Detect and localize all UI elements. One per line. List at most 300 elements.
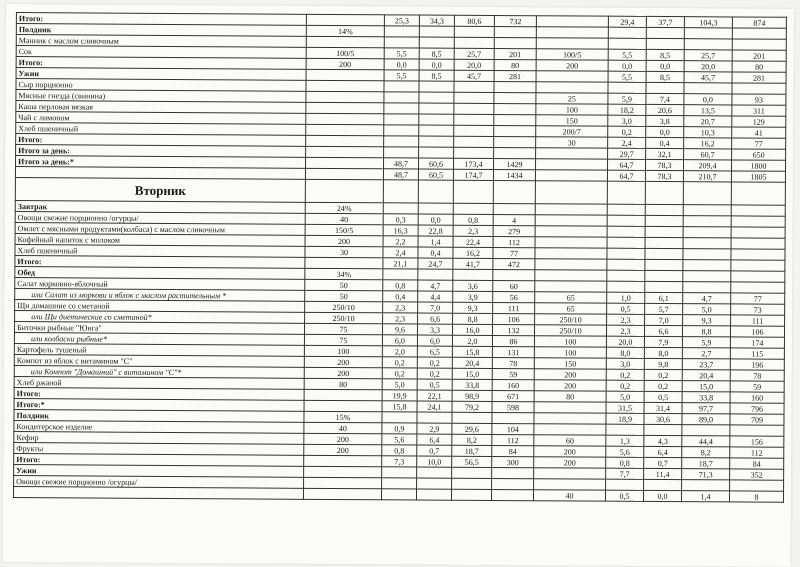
- value-cell: [607, 204, 645, 215]
- value-cell: 0,4: [646, 137, 684, 148]
- value-cell: [383, 180, 418, 203]
- value-cell: [732, 39, 786, 50]
- dish-name-cell: Полдник: [16, 24, 306, 37]
- value-cell: [384, 37, 419, 48]
- value-cell: 20,4: [452, 357, 492, 368]
- value-cell: [731, 238, 785, 249]
- value-cell: 112: [492, 434, 534, 445]
- value-cell: 150: [534, 358, 606, 369]
- value-cell: [493, 203, 535, 214]
- value-cell: 5,6: [382, 434, 417, 445]
- value-cell: 150: [536, 115, 608, 126]
- value-cell: [684, 28, 732, 39]
- value-cell: 65: [535, 303, 607, 314]
- value-cell: 3,6: [453, 280, 493, 291]
- value-cell: [535, 259, 607, 270]
- value-cell: 6,0: [417, 335, 452, 346]
- value-cell: 0,2: [382, 368, 417, 379]
- value-cell: 20,0: [684, 61, 732, 72]
- value-cell: [535, 226, 607, 237]
- value-cell: 201: [732, 50, 786, 61]
- value-cell: 6,1: [645, 292, 683, 303]
- value-cell: 174: [730, 337, 784, 348]
- value-cell: 34%: [305, 268, 383, 279]
- value-cell: 129: [732, 116, 786, 127]
- value-cell: 200: [304, 356, 382, 367]
- value-cell: [494, 136, 536, 147]
- value-cell: 22,8: [418, 225, 453, 236]
- value-cell: [416, 489, 451, 500]
- value-cell: 0,9: [382, 423, 417, 434]
- value-cell: 112: [493, 236, 535, 247]
- value-cell: 4: [493, 214, 535, 225]
- value-cell: 18,2: [608, 104, 646, 115]
- value-cell: 6,4: [644, 446, 682, 457]
- value-cell: 2,3: [383, 302, 418, 313]
- value-cell: [731, 260, 785, 271]
- value-cell: [418, 269, 453, 280]
- value-cell: [453, 203, 493, 214]
- value-cell: [418, 203, 453, 214]
- dish-name-cell: Хлеб пшеничный: [16, 123, 306, 136]
- dish-name-cell: Итого:: [14, 454, 304, 467]
- value-cell: [494, 114, 536, 125]
- value-cell: 8,8: [682, 326, 730, 337]
- value-cell: [682, 425, 730, 436]
- dish-name-cell: Салат морковно-яблочный: [15, 278, 305, 291]
- dish-name-cell: Полдник: [14, 410, 304, 423]
- value-cell: 279: [493, 225, 535, 236]
- value-cell: 97,7: [682, 403, 730, 414]
- value-cell: 0,4: [418, 247, 453, 258]
- dish-name-cell: Овощи свежие порционно /огурцы/: [15, 212, 305, 225]
- dish-name-cell: Биточки рыбные "Юнга": [14, 322, 304, 335]
- dish-name-cell: Картофель тушеный: [14, 344, 304, 357]
- value-cell: 13,5: [684, 105, 732, 116]
- value-cell: 24,7: [418, 258, 453, 269]
- value-cell: 5,6: [606, 446, 644, 457]
- value-cell: 64,7: [607, 170, 645, 181]
- value-cell: [607, 215, 645, 226]
- value-cell: 20,6: [646, 104, 684, 115]
- value-cell: [535, 281, 607, 292]
- value-cell: 86: [492, 335, 534, 346]
- value-cell: 2,0: [382, 346, 417, 357]
- value-cell: [454, 125, 494, 136]
- value-cell: 8,5: [419, 70, 454, 81]
- value-cell: [683, 227, 731, 238]
- value-cell: 250/10: [305, 312, 383, 323]
- value-cell: 50: [305, 290, 383, 301]
- value-cell: [536, 82, 608, 93]
- value-cell: 300: [492, 456, 534, 467]
- value-cell: 59: [730, 381, 784, 392]
- dish-name-cell: Фрукты: [14, 443, 304, 456]
- value-cell: [384, 103, 419, 114]
- dish-name-cell: Сок: [16, 46, 306, 59]
- value-cell: [535, 159, 607, 170]
- value-cell: [305, 168, 383, 179]
- value-cell: 15,8: [382, 401, 417, 412]
- value-cell: 2,3: [453, 225, 493, 236]
- value-cell: [645, 259, 683, 270]
- value-cell: 25,7: [454, 48, 494, 59]
- value-cell: 0,5: [605, 490, 643, 501]
- value-cell: [384, 125, 419, 136]
- value-cell: 0,0: [646, 126, 684, 137]
- value-cell: 18,9: [606, 413, 644, 424]
- value-cell: [306, 102, 384, 113]
- value-cell: 201: [494, 48, 536, 59]
- value-cell: 100: [534, 336, 606, 347]
- value-cell: [608, 27, 646, 38]
- value-cell: 30: [536, 137, 608, 148]
- dish-name-cell: Мясные гнезда (свинина): [16, 90, 306, 103]
- value-cell: 196: [730, 359, 784, 370]
- value-cell: 29,6: [452, 423, 492, 434]
- value-cell: [304, 466, 382, 477]
- value-cell: [535, 204, 607, 215]
- value-cell: 709: [730, 414, 784, 425]
- value-cell: 160: [730, 392, 784, 403]
- value-cell: [453, 269, 493, 280]
- value-cell: [646, 82, 684, 93]
- value-cell: 15,0: [452, 368, 492, 379]
- dish-name-cell: Овощи свежие порционно /огурцы/: [14, 476, 304, 489]
- value-cell: 8: [729, 491, 783, 502]
- value-cell: 1,3: [606, 435, 644, 446]
- value-cell: 0,5: [644, 391, 682, 402]
- value-cell: [454, 81, 494, 92]
- value-cell: [493, 269, 535, 280]
- value-cell: [645, 204, 683, 215]
- value-cell: [535, 170, 607, 181]
- value-cell: 112: [730, 447, 784, 458]
- value-cell: 29,7: [608, 148, 646, 159]
- value-cell: 78: [492, 357, 534, 368]
- value-cell: 3,9: [453, 291, 493, 302]
- value-cell: 18,7: [452, 445, 492, 456]
- value-cell: 250/10: [535, 314, 607, 325]
- value-cell: 77: [731, 293, 785, 304]
- value-cell: [683, 271, 731, 282]
- value-cell: 18,7: [682, 458, 730, 469]
- value-cell: 44,4: [682, 436, 730, 447]
- value-cell: [534, 468, 606, 479]
- value-cell: [683, 260, 731, 271]
- value-cell: 41: [732, 127, 786, 138]
- value-cell: 5,0: [382, 379, 417, 390]
- dish-name-cell: Сыр порционно: [16, 79, 306, 92]
- value-cell: 100: [536, 104, 608, 115]
- value-cell: 250/10: [534, 325, 606, 336]
- value-cell: 0,5: [417, 379, 452, 390]
- value-cell: [645, 248, 683, 259]
- value-cell: [306, 14, 384, 25]
- value-cell: [536, 148, 608, 159]
- value-cell: 5,0: [683, 304, 731, 315]
- value-cell: 3,0: [608, 115, 646, 126]
- value-cell: 48,7: [383, 169, 418, 180]
- value-cell: 30: [305, 246, 383, 257]
- value-cell: 0,0: [419, 59, 454, 70]
- value-cell: [454, 136, 494, 147]
- value-cell: [418, 180, 453, 203]
- value-cell: [419, 92, 454, 103]
- value-cell: 0,0: [608, 60, 646, 71]
- value-cell: 0,0: [384, 59, 419, 70]
- value-cell: [536, 16, 608, 27]
- value-cell: [417, 412, 452, 423]
- value-cell: 78: [730, 370, 784, 381]
- dish-name-cell: Итого:*: [14, 399, 304, 412]
- dish-name-cell: Кефир: [14, 432, 304, 445]
- value-cell: 174,7: [453, 169, 493, 180]
- value-cell: 4,3: [644, 435, 682, 446]
- value-cell: 48,7: [384, 158, 419, 169]
- value-cell: [384, 147, 419, 158]
- dish-name-cell: Каша перловая вязкая: [16, 101, 306, 114]
- value-cell: [419, 114, 454, 125]
- value-cell: [383, 269, 418, 280]
- value-cell: [536, 38, 608, 49]
- value-cell: [452, 467, 492, 478]
- value-cell: 45,7: [454, 70, 494, 81]
- value-cell: 8,8: [453, 313, 493, 324]
- value-cell: 40: [305, 213, 383, 224]
- value-cell: [645, 237, 683, 248]
- value-cell: [730, 480, 784, 491]
- value-cell: 132: [492, 324, 534, 335]
- value-cell: 10,0: [417, 456, 452, 467]
- value-cell: 6,0: [382, 335, 417, 346]
- value-cell: 16,2: [453, 247, 493, 258]
- value-cell: [682, 480, 730, 491]
- value-cell: [535, 181, 607, 204]
- value-cell: 4,7: [418, 280, 453, 291]
- value-cell: [419, 125, 454, 136]
- value-cell: 200: [304, 433, 382, 444]
- value-cell: 115: [730, 348, 784, 359]
- value-cell: [417, 478, 452, 489]
- value-cell: [607, 237, 645, 248]
- value-cell: 80: [304, 378, 382, 389]
- value-cell: [384, 26, 419, 37]
- value-cell: [645, 215, 683, 226]
- value-cell: 1429: [493, 158, 535, 169]
- value-cell: 25: [536, 93, 608, 104]
- value-cell: [384, 114, 419, 125]
- value-cell: 8,0: [644, 347, 682, 358]
- value-cell: [382, 467, 417, 478]
- value-cell: 3,3: [417, 324, 452, 335]
- value-cell: [646, 27, 684, 38]
- value-cell: [384, 136, 419, 147]
- value-cell: [493, 180, 535, 203]
- value-cell: 65: [535, 292, 607, 303]
- value-cell: 31,4: [644, 402, 682, 413]
- value-cell: 1434: [493, 169, 535, 180]
- value-cell: 32,1: [646, 148, 684, 159]
- value-cell: 0,0: [643, 490, 681, 501]
- value-cell: [607, 226, 645, 237]
- value-cell: 98,9: [452, 390, 492, 401]
- value-cell: 311: [732, 105, 786, 116]
- value-cell: 3,0: [606, 358, 644, 369]
- value-cell: 29,4: [608, 16, 646, 27]
- value-cell: [731, 282, 785, 293]
- value-cell: [683, 282, 731, 293]
- value-cell: 5,5: [384, 70, 419, 81]
- value-cell: [683, 249, 731, 260]
- value-cell: [536, 27, 608, 38]
- value-cell: 0,5: [607, 303, 645, 314]
- dish-name-cell: или колбаски рыбные*: [14, 333, 304, 346]
- value-cell: [534, 413, 606, 424]
- value-cell: 0,2: [417, 368, 452, 379]
- value-cell: 200: [534, 446, 606, 457]
- value-cell: 0,3: [383, 214, 418, 225]
- document-page: [3, 4, 794, 567]
- value-cell: 200: [534, 457, 606, 468]
- value-cell: 200: [305, 235, 383, 246]
- value-cell: 4,4: [418, 291, 453, 302]
- value-cell: [645, 181, 683, 204]
- value-cell: 75: [304, 323, 382, 334]
- value-cell: 25,7: [684, 50, 732, 61]
- dish-name-cell: Итого:: [16, 57, 306, 70]
- dish-name-cell: или Компот "Домашний" с витамином "С"*: [14, 366, 304, 379]
- value-cell: 732: [494, 15, 536, 26]
- value-cell: 0,8: [383, 280, 418, 291]
- value-cell: 6,4: [417, 434, 452, 445]
- value-cell: [381, 489, 416, 500]
- value-cell: [608, 82, 646, 93]
- value-cell: 150/5: [305, 224, 383, 235]
- dish-name-cell: Компот из яблок с витамином "С": [14, 355, 304, 368]
- dish-name-cell: Вторник: [15, 178, 305, 203]
- value-cell: 352: [730, 469, 784, 480]
- value-cell: 156: [730, 436, 784, 447]
- value-cell: 5,5: [608, 71, 646, 82]
- value-cell: 2,7: [682, 348, 730, 359]
- value-cell: [534, 424, 606, 435]
- value-cell: [492, 478, 534, 489]
- value-cell: 5,5: [608, 49, 646, 60]
- dish-name-cell: Завтрак: [15, 201, 305, 214]
- dish-name-cell: Итого:: [15, 256, 305, 269]
- dish-name-cell: Итого:: [16, 134, 306, 147]
- value-cell: 40: [533, 490, 605, 501]
- value-cell: 6,6: [418, 313, 453, 324]
- value-cell: 200: [304, 367, 382, 378]
- value-cell: 56,5: [452, 456, 492, 467]
- value-cell: [306, 157, 384, 168]
- value-cell: 7,7: [606, 468, 644, 479]
- value-cell: 0,2: [606, 380, 644, 391]
- value-cell: [306, 135, 384, 146]
- value-cell: 0,7: [644, 457, 682, 468]
- value-cell: 131: [492, 346, 534, 357]
- value-cell: 0,8: [453, 214, 493, 225]
- dish-name-cell: Кондитерское изделие: [14, 421, 304, 434]
- value-cell: 20,0: [454, 59, 494, 70]
- value-cell: 7,0: [645, 314, 683, 325]
- value-cell: 0,2: [644, 380, 682, 391]
- value-cell: 5,7: [645, 303, 683, 314]
- value-cell: 33,8: [452, 379, 492, 390]
- value-cell: [494, 81, 536, 92]
- value-cell: 33,8: [682, 392, 730, 403]
- value-cell: [494, 103, 536, 114]
- value-cell: 15%: [304, 411, 382, 422]
- value-cell: 0,8: [382, 445, 417, 456]
- value-cell: 0,2: [417, 357, 452, 368]
- value-cell: 56: [493, 291, 535, 302]
- value-cell: 93: [732, 94, 786, 105]
- value-cell: 16,3: [383, 225, 418, 236]
- value-cell: 31,5: [606, 402, 644, 413]
- value-cell: [535, 248, 607, 259]
- value-cell: [607, 259, 645, 270]
- value-cell: [419, 103, 454, 114]
- value-cell: [306, 69, 384, 80]
- value-cell: 5,0: [606, 391, 644, 402]
- dish-name-cell: Кофейный напиток с молоком: [15, 234, 305, 247]
- value-cell: 200: [534, 369, 606, 380]
- value-cell: 8,2: [452, 434, 492, 445]
- value-cell: 104: [492, 423, 534, 434]
- value-cell: [732, 83, 786, 94]
- dish-name-cell: Манник с маслом сливочным: [16, 35, 306, 48]
- dish-name-cell: Обед: [15, 267, 305, 280]
- value-cell: 0,0: [646, 60, 684, 71]
- value-cell: 23,7: [682, 359, 730, 370]
- value-cell: [452, 478, 492, 489]
- value-cell: [645, 226, 683, 237]
- value-cell: [731, 205, 785, 216]
- value-cell: [535, 215, 607, 226]
- value-cell: 104,3: [684, 17, 732, 28]
- value-cell: 10,3: [684, 127, 732, 138]
- dish-name-cell: Омлет с мясными продуктами(колбаса) с маслом сливочным: [15, 223, 305, 236]
- value-cell: 78,3: [645, 170, 683, 181]
- value-cell: 6,6: [644, 325, 682, 336]
- value-cell: 2,3: [606, 325, 644, 336]
- value-cell: 0,2: [382, 357, 417, 368]
- value-cell: 111: [493, 302, 535, 313]
- value-cell: 200: [306, 58, 384, 69]
- value-cell: [608, 38, 646, 49]
- value-cell: 41,7: [453, 258, 493, 269]
- value-cell: [494, 147, 536, 158]
- dish-name-cell: Итого:: [16, 13, 306, 26]
- dish-name-cell: Итого за день:*: [16, 156, 306, 169]
- value-cell: 5,5: [384, 48, 419, 59]
- value-cell: [303, 488, 381, 499]
- value-cell: 24%: [305, 202, 383, 213]
- value-cell: [306, 124, 384, 135]
- value-cell: 796: [730, 403, 784, 414]
- value-cell: [492, 412, 534, 423]
- value-cell: [644, 424, 682, 435]
- value-cell: [304, 477, 382, 488]
- value-cell: 2,3: [383, 313, 418, 324]
- value-cell: 75: [304, 334, 382, 345]
- value-cell: 16,2: [684, 138, 732, 149]
- value-cell: 2,2: [383, 236, 418, 247]
- value-cell: 1,0: [607, 292, 645, 303]
